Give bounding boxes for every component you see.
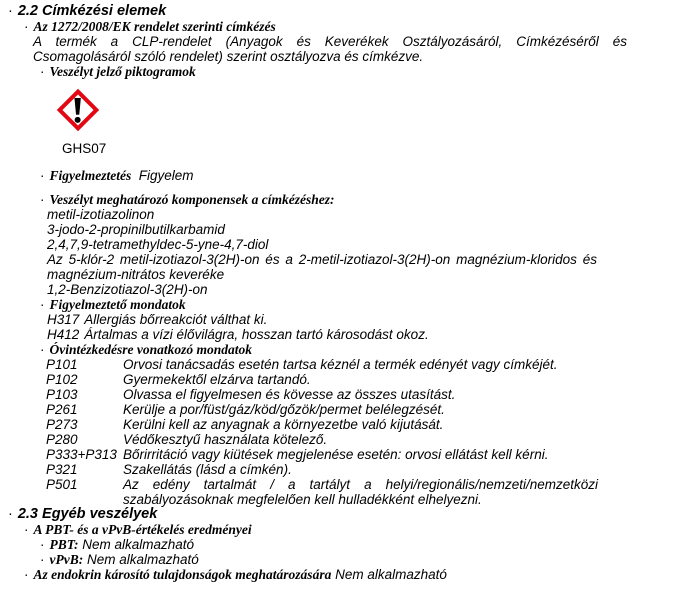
- precaution-code: P103: [46, 387, 78, 402]
- bullet: ·: [40, 297, 45, 312]
- precaution-row: [0, 447, 679, 462]
- vpvb-result-value: Nem alkalmazható: [87, 552, 199, 567]
- exclamation-icon: [74, 98, 82, 123]
- hazard-pictograms-title: Veszélyt jelző piktogramok: [49, 64, 196, 79]
- hazard-pictograms-heading: [0, 64, 679, 79]
- bullet: ·: [40, 552, 45, 567]
- precaution-text-continuation: szabályozásoknak megfelelően kell hulladékként elhelyezni.: [123, 492, 482, 507]
- vpvb-label: vPvB:: [49, 552, 84, 567]
- bullet: ·: [24, 567, 29, 582]
- precaution-text: Olvassa el figyelmesen és kövesse az összes utasítást.: [123, 387, 456, 402]
- precaution-row: [0, 402, 679, 417]
- precaution-code: P101: [46, 357, 78, 372]
- endocrine-value: Nem alkalmazható: [335, 567, 447, 582]
- labeling-regulation-title: Az 1272/2008/EK rendelet szerinti címkézés: [33, 19, 276, 34]
- component-line: 3-jodo-2-propinilbutilkarbamid: [47, 222, 225, 237]
- precaution-text: Védőkesztyű használata kötelező.: [123, 432, 328, 447]
- signal-word-value: [131, 168, 135, 183]
- clp-statement-line-2: Csomagolásáról szóló rendelet) szerint osztályozva és címkézve.: [33, 49, 424, 64]
- bullet: ·: [40, 192, 45, 207]
- precaution-code: P102: [46, 372, 78, 387]
- hazard-statement-row: [0, 327, 679, 342]
- precaution-row: [0, 477, 679, 492]
- pbt-result-line: [0, 537, 679, 552]
- precaution-text: Bőrirritáció vagy kiütések megjelenése esetén: orvosi ellátást kell kérni.: [123, 447, 549, 462]
- hazard-statements-title: Figyelmeztető mondatok: [49, 297, 186, 312]
- ghs07-label: GHS07: [62, 141, 107, 156]
- pbt-result-value: Nem alkalmazható: [82, 537, 195, 552]
- bullet: ·: [24, 19, 29, 34]
- component-line: 1,2-Benzizotiazol-3(2H)-on: [47, 282, 208, 297]
- hazard-code: H412: [47, 327, 80, 342]
- precaution-text: Kerülje a por/füst/gáz/köd/gőzök/permet belélegzését.: [123, 402, 445, 417]
- precautionary-statements-title: Óvintézkedésre vonatkozó mondatok: [49, 342, 252, 357]
- hazard-statements-heading: [0, 297, 679, 312]
- hazard-text: Allergiás bőrreakciót válthat ki.: [84, 312, 268, 327]
- precaution-text: Szakellátás (lásd a címkén).: [123, 462, 292, 477]
- hazard-statement-row: [0, 312, 679, 327]
- precautionary-statements-heading: [0, 342, 679, 357]
- pbt-vpvb-title: A PBT- és a vPvB-értékelés eredményei: [33, 522, 252, 537]
- component-line: magnézium-nitrátos keveréke: [47, 267, 225, 282]
- component-line: metil-izotiazolinon: [47, 207, 155, 222]
- section-2-3-heading: [0, 507, 679, 522]
- labeling-regulation-heading: [0, 19, 679, 34]
- hazard-code: H317: [47, 312, 80, 327]
- signal-word: Figyelem: [138, 168, 194, 183]
- section-2-3-title: 2.3 Egyéb veszélyek: [17, 506, 158, 522]
- precaution-row: [0, 432, 679, 447]
- pbt-label: PBT:: [49, 537, 79, 552]
- precaution-row: [0, 387, 679, 402]
- section-2-2-heading: [0, 4, 679, 19]
- precaution-row: [0, 462, 679, 477]
- bullet: ·: [24, 522, 29, 537]
- precaution-text: Orvosi tanácsadás esetén tartsa kéznél a termék edényét vagy címkéjét.: [123, 357, 558, 372]
- bullet: ·: [40, 64, 45, 79]
- signal-word-line: [0, 168, 679, 183]
- clp-statement-line-1: A termék a CLP-rendelet (Anyagok és Keverékek Osztályozásáról, Címkézéséről és: [33, 34, 627, 49]
- determining-components-title: Veszélyt meghatározó komponensek a címkézéshez:: [49, 192, 335, 207]
- component-line: 2,4,7,9-tetramethyldec-5-yne-4,7-diol: [47, 237, 269, 252]
- exclamation-stem: [74, 98, 82, 115]
- section-2-2-title: 2.2 Címkézési elemek: [17, 3, 167, 19]
- bullet: ·: [40, 537, 45, 552]
- bullet: ·: [8, 3, 13, 19]
- endocrine-label: Az endokrin károsító tulajdonságok meghatározására: [33, 567, 332, 582]
- bullet: ·: [40, 168, 45, 183]
- precaution-row: [0, 357, 679, 372]
- exclamation-dot: [75, 117, 81, 123]
- precaution-code: P280: [46, 432, 78, 447]
- bullet: ·: [8, 506, 13, 522]
- hazard-text: Ártalmas a vízi élővilágra, hosszan tartó károsodást okoz.: [84, 327, 429, 342]
- determining-components-heading: [0, 192, 679, 207]
- ghs07-diamond-icon: [57, 89, 99, 131]
- precaution-code: P273: [46, 417, 78, 432]
- component-line: Az 5-klór-2 metil-izotiazol-3(2H)-on és a 2-metil-izotiazol-3(2H)-on magnézium-kloridos és: [47, 252, 597, 267]
- precaution-code: P333+P313: [46, 447, 117, 462]
- precaution-text: Kerülni kell az anyagnak a környezetbe való kijutását.: [123, 417, 444, 432]
- precaution-code: P501: [46, 477, 78, 492]
- precaution-code: P321: [46, 462, 78, 477]
- endocrine-line: [0, 567, 679, 582]
- precaution-text: Gyermekektől elzárva tartandó.: [123, 372, 311, 387]
- precaution-code: P261: [46, 402, 78, 417]
- ghs07-pictogram: [55, 87, 109, 141]
- bullet: ·: [40, 342, 45, 357]
- vpvb-result-line: [0, 552, 679, 567]
- precaution-row: [0, 417, 679, 432]
- precaution-row: [0, 372, 679, 387]
- precaution-text: Az edény tartalmát / a tartályt a helyi/regionális/nemzeti/nemzetközi: [123, 477, 598, 492]
- pbt-vpvb-heading: [0, 522, 679, 537]
- signal-word-label: Figyelmeztetés: [49, 168, 132, 183]
